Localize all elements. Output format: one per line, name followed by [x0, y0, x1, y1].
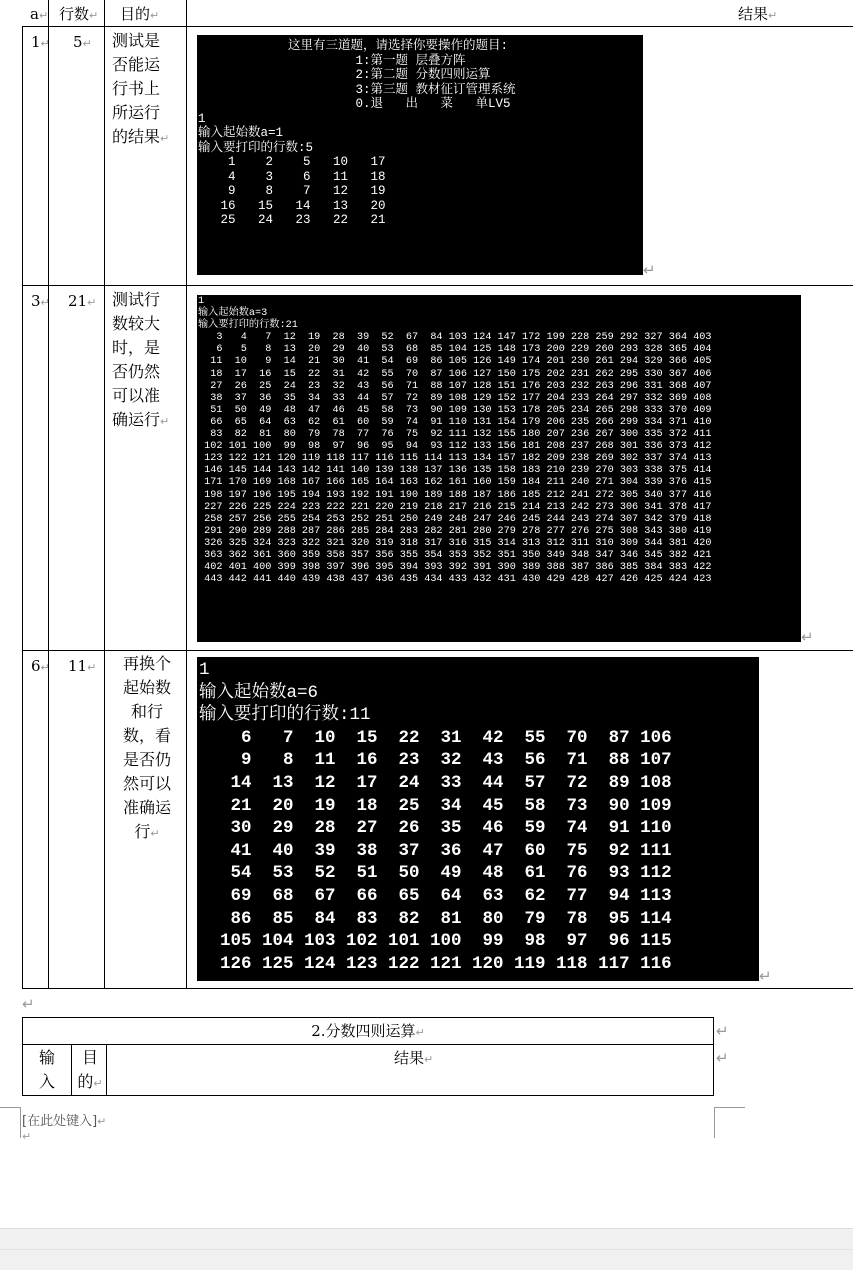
row2-rows: 21↵ [68, 292, 97, 310]
table2-rule [106, 1044, 107, 1096]
console-output-2: 1 输入起始数a=3 输入要打印的行数:21 3 4 7 12 19 28 39 52 67 84 103 124 147 172 199 228 259 292 327 364 403 6 5 8 13 20 29 40 53 68 85 104 125 148 173 200 229 260 293 328 365 404 11 10 9 14 21 30 41 54 69 86 105 126 149 174 201 230 261 294 329 366 405 18 17 16 15 22 31 42 55 70 87 106 127 150 175 202 231 262 295 330 367 406 27 26 25 24 23 32 43 56 71 88 107 128 151 176 203 232 263 296 331 368 407 38 37 36 35 34 33 44 57 72 89 108 129 152 177 204 233 264 297 332 369 408 51 50 49 48 47 46 45 58 73 90 109 130 153 178 205 234 265 298 333 370 409 66 65 64 63 62 61 60 59 74 91 110 131 154 179 206 235 266 299 334 371 410 83 82 81 80 79 78 77 76 75 92 111 132 155 180 207 236 267 300 335 372 411 102 101 100 99 98 97 96 95 94 93 112 133 156 181 208 237 268 301 336 373 412 123 122 121 120 119 118 117 116 115 114 113 134 157 182 209 238 269 302 337 374 413 146 145 144 143 142 141 140 139 138 137 136 135 158 183 210 239 270 303 338 375 414 171 170 169 168 167 166 165 164 163 162 161 160 159 184 211 240 271 304 339 376 415 198 197 196 195 194 193 192 191 190 189 188 187 186 185 212 241 272 305 340 377 416 227 226 225 224 223 222 221 220 219 218 217 216 215 214 213 242 273 306 341 378 417 258 257 256 255 254 253 252 251 250 249 248 247 246 245 244 243 274 307 342 379 418 291 290 289 288 287 286 285 284 283 282 281 280 279 278 277 276 275 308 343 380 419 326 325 324 323 322 321 320 319 318 317 316 315 314 313 312 311 310 309 344 381 420 363 362 361 360 359 358 357 356 355 354 353 352 351 350 349 348 347 346 345 382 421 402 401 400 399 398 397 396 395 394 393 392 391 390 389 388 387 386 385 384 383 422 443 442 441 440 439 438 437 436 435 434 433 432 431 430 429 428 427 426 425 424 423 [197, 295, 801, 642]
cell-end-mark: ↵ [643, 261, 656, 279]
table2-purpose-header: 目 的↵ [77, 1048, 103, 1091]
table1-rule [22, 285, 853, 286]
table1-rule [22, 988, 853, 989]
row-end-mark: ↵ [716, 1049, 729, 1067]
header-placeholder[interactable]: [在此处键入]↵ ↵ [22, 1114, 107, 1143]
status-strip [0, 1228, 853, 1270]
table2-input-header: 输 入 [38, 1048, 55, 1091]
row3-purpose: 再换个 起始数 和行 数，看 是否仍 然可以 准确运 行↵ [122, 654, 171, 841]
table1-rule [22, 26, 23, 989]
header-purpose: 目的↵ [120, 5, 160, 23]
row3-rows: 11↵ [68, 657, 97, 675]
header-rows: 行数↵ [59, 5, 99, 23]
console-output-3: 1 输入起始数a=6 输入要打印的行数:11 6 7 10 15 22 31 42 55 70 87 106 9 8 11 16 23 32 43 56 71 88 107 14 13 12 17 24 33 44 57 72 89 108 21 20 19 18 25 34 45 58 73 90 109 30 29 28 27 26 35 46 59 74 91 110 41 40 39 38 37 36 47 60 75 92 111 54 53 52 51 50 49 48 61 76 93 112 69 68 67 66 65 64 63 62 77 94 113 86 85 84 83 82 81 80 79 78 95 114 105 104 103 102 101 100 99 98 97 96 115 126 125 124 123 122 121 120 119 118 117 116 [197, 657, 759, 981]
header-result: 结果↵ [738, 5, 778, 23]
margin-corner-mark [714, 1107, 745, 1138]
margin-corner-mark [0, 1107, 21, 1138]
header-a: a↵ [30, 5, 49, 23]
row2-purpose: 测试行 数较大 时，是 否仍然 可以准 确运行↵ [112, 290, 170, 429]
cell-end-mark: ↵ [801, 628, 814, 646]
table1-rule [186, 0, 187, 989]
table2-rule [22, 1095, 714, 1096]
row-end-mark: ↵ [716, 1022, 729, 1040]
table2-rule [71, 1044, 72, 1096]
cell-end-mark: ↵ [759, 967, 772, 985]
table1-rule [48, 0, 49, 989]
table1-rule [104, 0, 105, 989]
row1-purpose: 测试是 否能运 行书上 所运行 的结果↵ [112, 31, 170, 146]
table2-title: 2.分数四则运算↵ [311, 1022, 425, 1040]
paragraph-mark: ↵ [22, 995, 35, 1013]
row2-a: 3↵ [31, 292, 50, 310]
table2-result-header: 结果↵ [394, 1049, 434, 1067]
row1-rows: 5↵ [73, 33, 92, 51]
row3-a: 6↵ [31, 657, 50, 675]
table1-rule [22, 650, 853, 651]
table2-rule [22, 1044, 714, 1045]
console-output-1: 这里有三道题，请选择你要操作的题目: 1:第一题 层叠方阵 2:第二题 分数四则运算 3:第三题 教材征订管理系统 0.退 出 菜 单LV5 1 输入起始数a=1 输入要打印的行数:5 1 2 5 10 17 4 3 6 11 18 9 8 7 12 19 16 15 14 13 20 25 24 23 22 21 [197, 35, 643, 275]
row1-a: 1↵ [31, 33, 50, 51]
